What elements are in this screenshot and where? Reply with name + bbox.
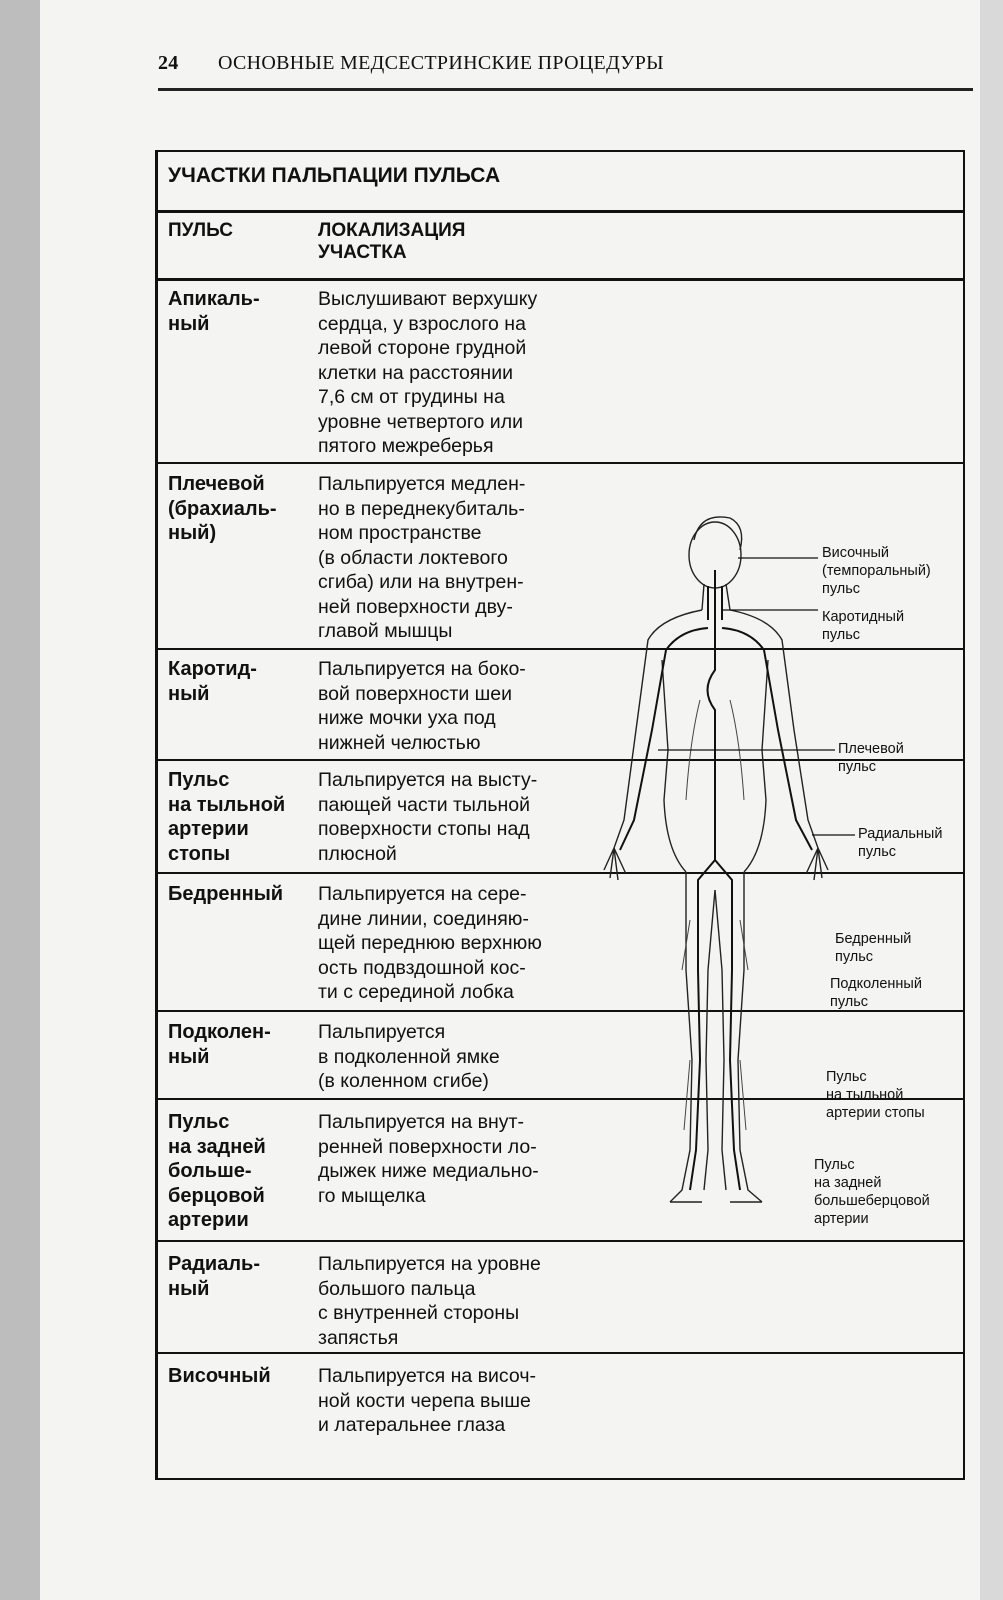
text-line: Пальпируется: [318, 1021, 446, 1043]
text-line: артерии: [168, 1209, 249, 1231]
text-line: пятого межреберья: [318, 435, 494, 457]
text-line: Бедренный: [168, 883, 284, 905]
text-line: большого пальца: [318, 1277, 476, 1300]
row-name-brachial: [168, 472, 308, 546]
header-divider: [158, 278, 963, 281]
text-line: Пульс: [814, 1157, 855, 1173]
caption-divider: [158, 210, 963, 213]
column-header-location-line: УЧАСТКА: [318, 242, 407, 263]
text-line: сердца, у взрослого на: [318, 312, 526, 335]
text-line: вой поверхности шеи: [318, 682, 513, 705]
text-line: ный): [168, 522, 217, 544]
label-carotid-pulse: [822, 608, 904, 644]
label-posterior-tibial-pulse: [814, 1156, 930, 1228]
row-location-popliteal: [318, 1020, 588, 1094]
column-header-pulse: ПУЛЬС: [168, 220, 233, 241]
scan-left-edge: [0, 0, 40, 1600]
text-line: Височный: [168, 1365, 271, 1387]
text-line: ти с серединой лобка: [318, 981, 514, 1003]
column-header-location-line: ЛОКАЛИЗАЦИЯ: [318, 220, 466, 241]
text-line: (темпоральный): [822, 563, 931, 579]
label-dorsalis-pedis-pulse: [826, 1068, 925, 1122]
text-line: ниже мочки уха под: [318, 707, 496, 729]
text-line: Каротид-: [168, 658, 257, 680]
label-temporal-pulse: [822, 544, 931, 598]
text-line: Пульс: [168, 1111, 230, 1133]
text-line: пульс: [822, 581, 861, 597]
text-line: ней поверхности дву-: [318, 595, 513, 618]
text-line: главой мышцы: [318, 620, 453, 642]
text-line: стопы: [168, 842, 231, 865]
page-number: 24: [158, 52, 179, 74]
text-line: Пальпируется на внут-: [318, 1111, 524, 1133]
text-line: ость подвздошной кос-: [318, 956, 526, 979]
text-line: на задней: [814, 1175, 882, 1191]
text-line: (брахиаль-: [168, 497, 277, 520]
row-location-dorsalis-pedis: [318, 768, 588, 866]
row-location-temporal: [318, 1364, 588, 1438]
text-line: Височный: [822, 545, 890, 561]
text-line: Пальпируется на боко-: [318, 658, 526, 680]
text-line: сгиба) или на внутрен-: [318, 571, 524, 593]
row-name-carotid: [168, 657, 308, 706]
row-divider: [158, 1352, 963, 1354]
text-line: Пальпируется на высту-: [318, 769, 538, 791]
text-line: большеберцовой: [814, 1193, 930, 1209]
row-name-posterior-tibial: [168, 1110, 308, 1233]
text-line: Бедренный: [835, 931, 912, 947]
running-header: [158, 48, 948, 86]
text-line: на тыльной: [168, 793, 286, 816]
label-radial-pulse: [858, 825, 942, 861]
text-line: Пальпируется на височ-: [318, 1365, 536, 1387]
text-line: Апикаль-: [168, 288, 260, 310]
text-line: (в коленном сгибе): [318, 1070, 489, 1092]
text-line: Подколен-: [168, 1021, 271, 1043]
text-line: на тыльной: [826, 1087, 904, 1103]
text-line: ный: [168, 682, 210, 705]
text-line: ном пространстве: [318, 522, 482, 544]
text-line: Подколенный: [830, 976, 922, 992]
text-line: артерии: [168, 818, 249, 840]
text-line: клетки на расстоянии: [318, 361, 513, 384]
text-line: в подколенной ямке: [318, 1045, 500, 1068]
text-line: Пальпируется на уровне: [318, 1253, 541, 1275]
text-line: ренней поверхности ло-: [318, 1135, 537, 1158]
text-line: Пульс: [826, 1069, 867, 1085]
text-line: на задней: [168, 1135, 266, 1158]
text-line: и латеральнее глаза: [318, 1414, 506, 1436]
row-divider: [158, 462, 963, 464]
text-line: нижней челюстью: [318, 731, 481, 754]
text-line: (в области локтевого: [318, 546, 508, 569]
text-line: ной кости черепа выше: [318, 1389, 531, 1412]
text-line: пульс: [830, 994, 869, 1010]
row-name-apical: [168, 287, 308, 336]
row-location-apical: [318, 287, 588, 459]
row-name-temporal: [168, 1364, 308, 1389]
text-line: Плечевой: [838, 741, 904, 757]
row-name-popliteal: [168, 1020, 308, 1069]
chapter-title: ОСНОВНЫЕ МЕДСЕСТРИНСКИЕ ПРОЦЕДУРЫ: [218, 52, 664, 74]
text-line: Плечевой: [168, 473, 265, 495]
text-line: Выслушивают верхушку: [318, 288, 538, 310]
row-name-dorsalis-pedis: [168, 768, 308, 866]
text-line: артерии: [814, 1211, 869, 1227]
text-line: ный: [168, 312, 210, 335]
text-line: уровне четвертого или: [318, 410, 523, 433]
row-name-radial: [168, 1252, 308, 1301]
text-line: 7,6 см от грудины на: [318, 386, 505, 408]
text-line: дине линии, соединяю-: [318, 907, 529, 930]
text-line: пульс: [822, 627, 861, 643]
row-name-femoral: [168, 882, 308, 907]
header-rule: [158, 88, 973, 91]
text-line: Радиальный: [858, 826, 943, 842]
text-line: левой стороне грудной: [318, 337, 527, 359]
text-line: артерии стопы: [826, 1105, 925, 1121]
text-line: пульс: [838, 759, 877, 775]
column-header-location: [318, 220, 465, 264]
row-location-femoral: [318, 882, 588, 1005]
text-line: Пальпируется медлен-: [318, 473, 526, 495]
text-line: берцовой: [168, 1184, 265, 1207]
text-line: ный: [168, 1277, 210, 1300]
text-line: Пульс: [168, 769, 230, 791]
label-brachial-pulse: [838, 740, 904, 776]
text-line: больше-: [168, 1160, 252, 1182]
text-line: Радиаль-: [168, 1253, 260, 1275]
text-line: пающей части тыльной: [318, 793, 530, 816]
row-location-posterior-tibial: [318, 1110, 588, 1208]
text-line: го мыщелка: [318, 1184, 426, 1207]
text-line: пульс: [858, 844, 897, 860]
text-line: Каротидный: [822, 609, 905, 625]
text-line: ный: [168, 1045, 210, 1068]
text-line: поверхности стопы над: [318, 818, 530, 840]
text-line: Пальпируется на сере-: [318, 883, 527, 905]
text-line: запястья: [318, 1326, 399, 1349]
label-femoral-pulse: [835, 930, 911, 966]
text-line: дыжек ниже медиально-: [318, 1160, 539, 1182]
text-line: но в переднекубиталь-: [318, 497, 525, 520]
label-popliteal-pulse: [830, 975, 922, 1011]
circulatory-figure: [590, 500, 970, 1280]
row-location-carotid: [318, 657, 588, 755]
table-caption: УЧАСТКИ ПАЛЬПАЦИИ ПУЛЬСА: [168, 164, 501, 187]
text-line: щей переднюю верхнюю: [318, 932, 542, 954]
row-location-radial: [318, 1252, 588, 1350]
row-location-brachial: [318, 472, 588, 644]
text-line: плюсной: [318, 842, 397, 865]
text-line: пульс: [835, 949, 874, 965]
text-line: с внутренней стороны: [318, 1302, 520, 1324]
